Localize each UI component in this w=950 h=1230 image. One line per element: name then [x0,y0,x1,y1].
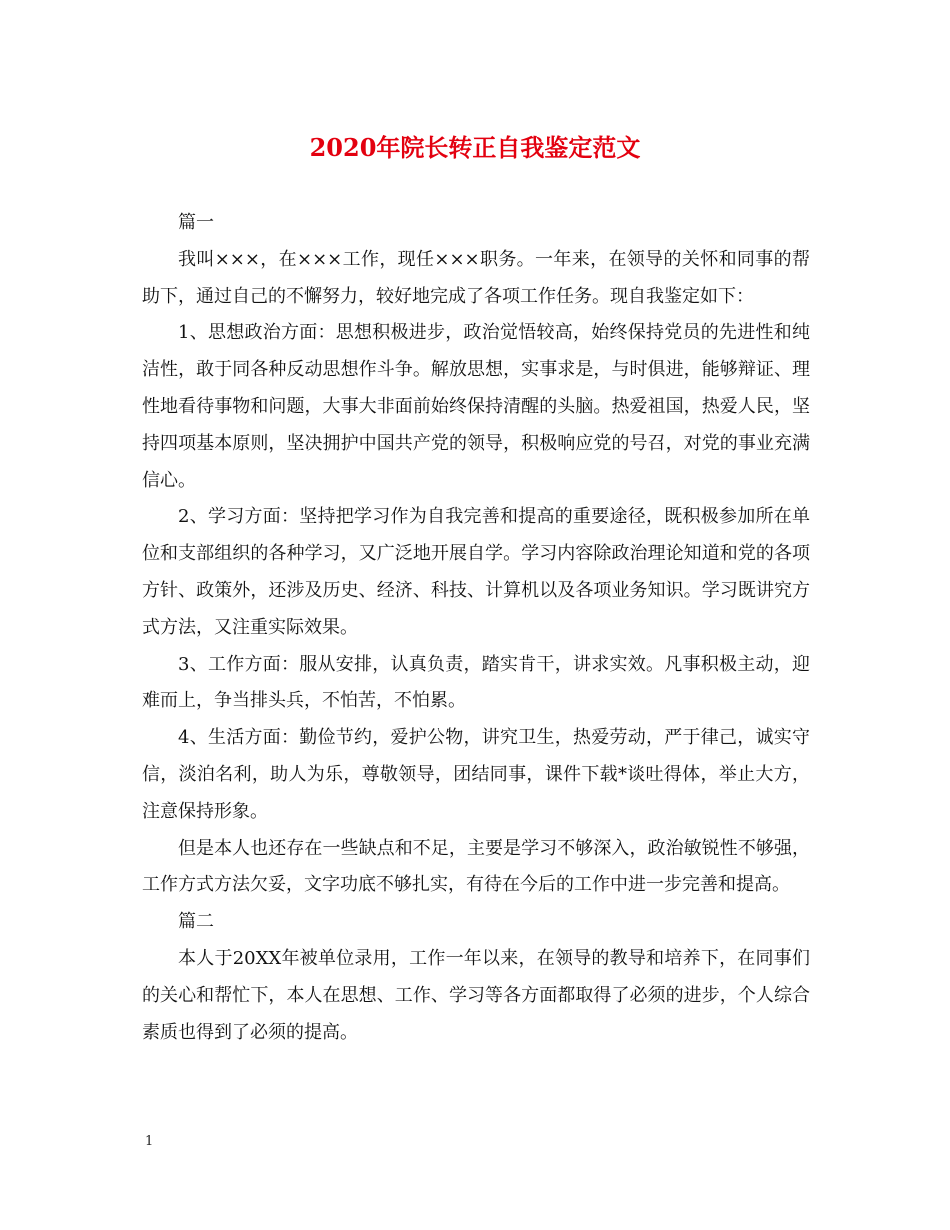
paragraph: 1、思想政治方面：思想积极进步，政治觉悟较高，始终保持党员的先进性和纯洁性，敢于同各种反动思想作斗争。解放思想，实事求是，与时俱进，能够辩证、理性地看待事物和问题，大事大非面前始终保持清醒的头脑。热爱祖国，热爱人民，坚持四项基本原则，坚决拥护中国共产党的领导，积极响应党的号召，对党的事业充满信心。 [142,322,810,491]
section-heading: 篇一 [178,212,214,233]
section-heading: 篇二 [178,911,214,933]
paragraph: 3、工作方面：服从安排，认真负责，踏实肯干，讲求实效。凡事积极主动，迎难而上，争当排头兵，不怕苦，不怕累。 [142,653,810,712]
paragraph: 但是本人也还存在一些缺点和不足，主要是学习不够深入，政治敏锐性不够强，工作方式方法欠妥，文字功底不够扎实，有待在今后的工作中进一步完善和提高。 [142,837,810,896]
document-title: 2020年院长转正自我鉴定范文 [309,133,641,162]
paragraph: 2、学习方面：坚持把学习作为自我完善和提高的重要途径，既积极参加所在单位和支部组织的各种学习，又广泛地开展自学。学习内容除政治理论知道和党的各项方针、政策外，还涉及历史、经济、科技、计算机以及各项业务知识。学习既讲究方式方法，又注重实际效果。 [142,506,810,638]
page-number: 1 [145,1134,154,1149]
paragraph: 我叫×××，在×××工作，现任×××职务。一年来，在领导的关怀和同事的帮助下，通过自己的不懈努力，较好地完成了各项工作任务。现自我鉴定如下： [142,248,810,307]
paragraph: 4、生活方面：勤俭节约，爱护公物，讲究卫生，热爱劳动，严于律己，诚实守信，淡泊名利，助人为乐，尊敬领导，团结同事，课件下载*谈吐得体，举止大方，注意保持形象。 [142,727,810,822]
paragraph: 本人于20XX年被单位录用，工作一年以来，在领导的教导和培养下，在同事们的关心和帮忙下，本人在思想、工作、学习等各方面都取得了必须的进步，个人综合素质也得到了必须的提高。 [142,947,810,1043]
document-body [142,205,810,1051]
